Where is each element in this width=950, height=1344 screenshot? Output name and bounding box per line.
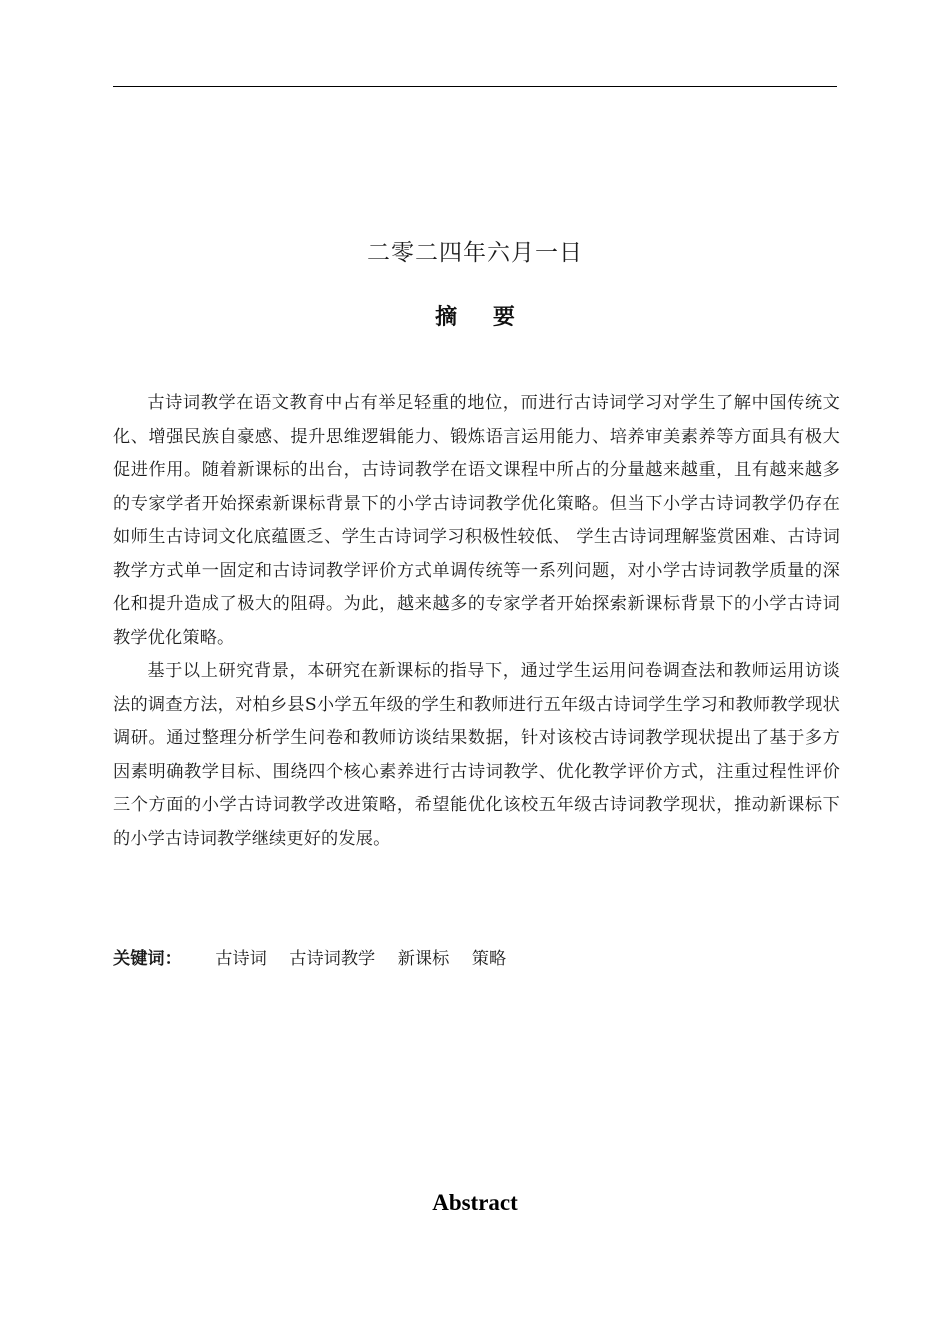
abstract-heading-english: Abstract — [432, 1190, 518, 1215]
abstract-paragraph: 基于以上研究背景，本研究在新课标的指导下，通过学生运用问卷调查法和教师运用访谈法的调查方法，对柏乡县S小学五年级的学生和教师进行五年级古诗词学生学习和教师教学现状调研。通过整理分析学生问卷和教师访谈结果数据，针对该校古诗词教学现状提出了基于多方因素明确教学目标、围绕四个核心素养进行古诗词教学、优化教学评价方式，注重过程性评价三个方面的小学古诗词教学改进策略，希望能优化该校五年级古诗词教学现状，推动新课标下的小学古诗词教学继续更好的发展。 — [113, 661, 840, 849]
keyword-item: 新课标 — [397, 949, 450, 969]
thesis-date: 二零二四年六月一日 — [367, 240, 583, 266]
abstract-heading-chinese: 摘 要 — [435, 305, 529, 330]
keyword-item: 古诗词 — [215, 949, 267, 969]
keywords-line — [113, 944, 523, 974]
keyword-item: 策略 — [471, 949, 507, 969]
keyword-item: 古诗词教学 — [289, 949, 376, 969]
abstract-paragraph: 古诗词教学在语文教育中占有举足轻重的地位，而进行古诗词学习对学生了解中国传统文化、增强民族自豪感、提升思维逻辑能力、锻炼语言运用能力、培养审美素养等方面具有极大促进作用。随着新课标的出台，古诗词教学在语文课程中所占的分量越来越重，且有越来越多的专家学者开始探索新课标背景下的小学古诗词教学优化策略。但当下小学古诗词教学仍存在如师生古诗词文化底蕴匮乏、学生古诗词学习积极性较低、 学生古诗词理解鉴赏困难、古诗词教学方式单一固定和古诗词教学评价方式单调传统等一系列问题，对小学古诗词教学质量的深化和提升造成了极大的阻碍。为此，越来越多的专家学者开始探索新课标背景下的小学古诗词教学优化策略。 — [113, 393, 840, 648]
header-rule — [113, 86, 837, 87]
keywords-label: 关键词： — [113, 949, 182, 969]
abstract-body — [113, 387, 840, 856]
